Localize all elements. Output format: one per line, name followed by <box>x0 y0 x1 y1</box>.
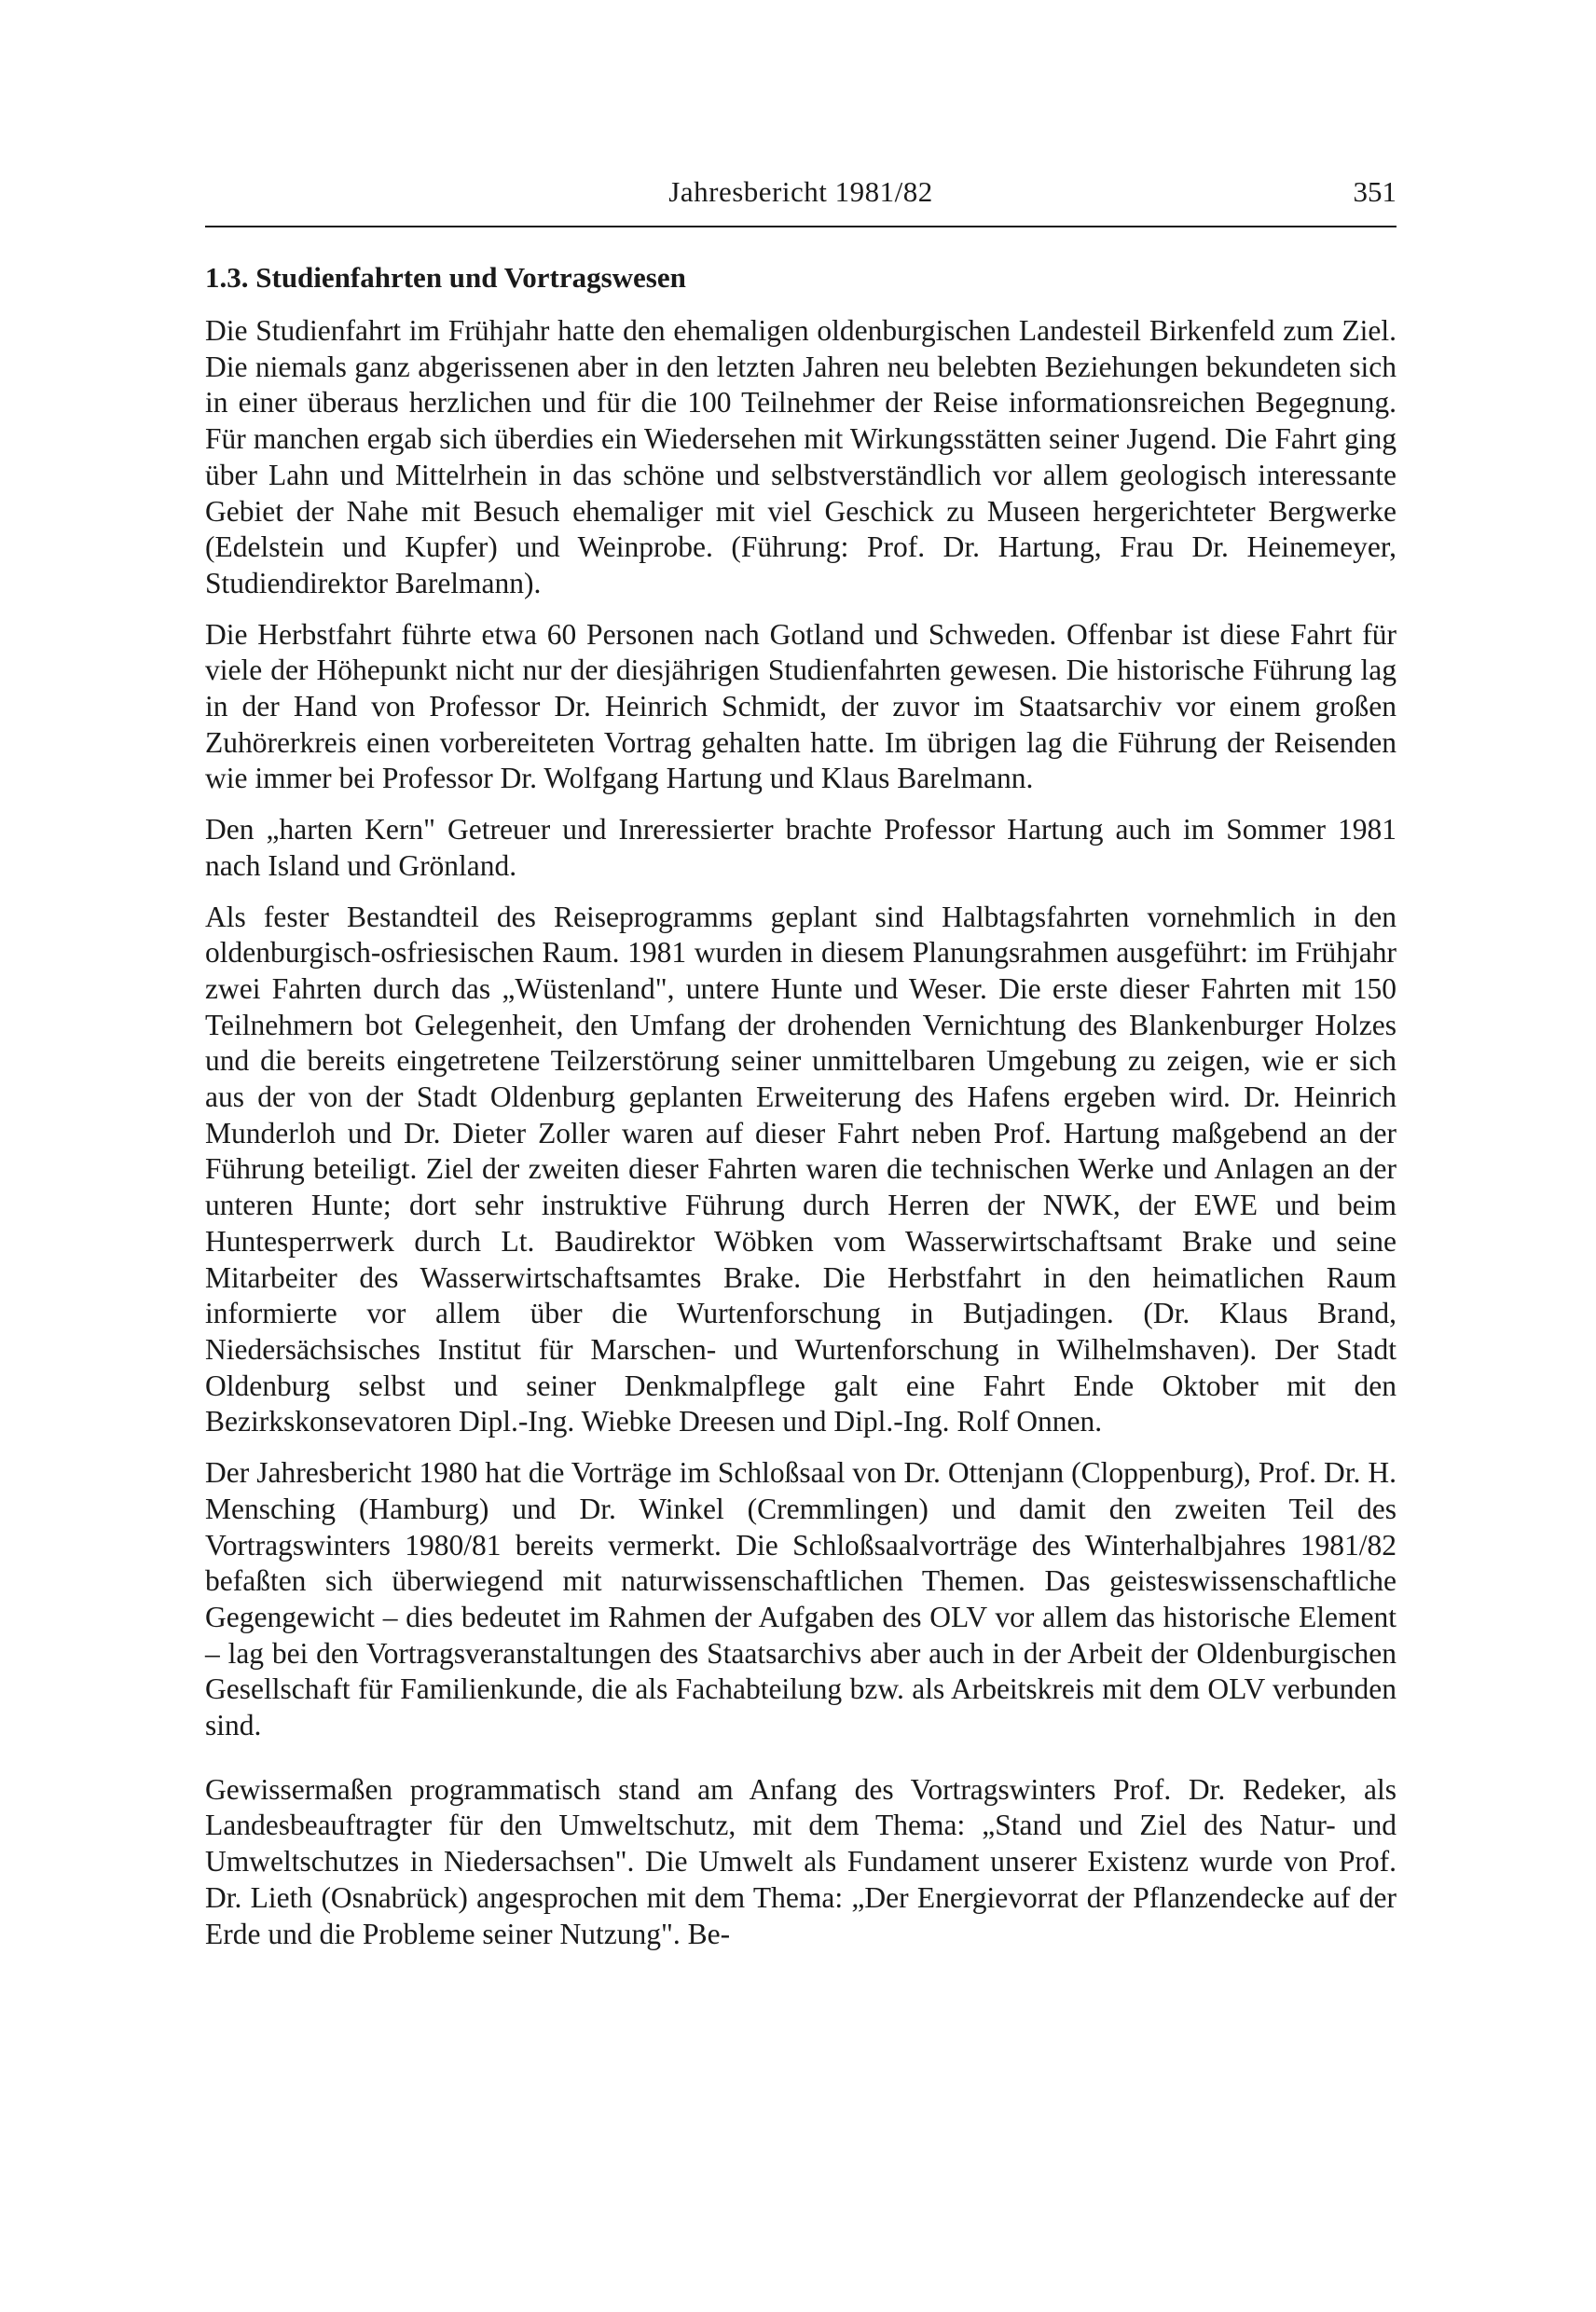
paragraph-gotland-trip: Die Herbstfahrt führte etwa 60 Personen nach Gotland und Schweden. Offenbar ist diese Fahrt für viele der Höhepunkt nicht nur der diesjährigen Studienfahrten gewesen. Die historische Führung lag in der Hand von Professor Dr. Heinrich Schmidt, der zuvor im Staatsarchiv vor einem großen Zuhörerkreis einen vorbereiteten Vortrag gehalten hatte. Im übrigen lag die Führung der Reisenden wie immer bei Professor Dr. Wolfgang Hartung und Klaus Barelmann. <box>205 617 1396 795</box>
page-number: 351 <box>1353 175 1396 208</box>
paragraph-lectures-report: Der Jahresbericht 1980 hat die Vorträge im Schloßsaal von Dr. Ottenjann (Cloppenburg), Prof. Dr. H. Mensching (Hamburg) und Dr. Winkel (Cremmlingen) und damit den zweiten Teil des Vortragswinters 1980/81 bereits vermerkt. Die Schloßsaalvorträge des Winterhalbjahres 1981/82 befaßten sich überwiegend mit naturwissenschaftlichen Themen. Das geisteswissenschaftliche Gegengewicht – dies bedeutet im Rahmen der Aufgaben des OLV vor allem das historische Element – lag bei den Vortragsveranstaltungen des Staatsarchivs aber auch in der Arbeit der Oldenburgischen Gesellschaft für Familienkunde, die als Fachabteilung bzw. als Arbeitskreis mit dem OLV verbunden sind. <box>205 1456 1396 1742</box>
paragraph-halfday-trips: Als fester Bestandteil des Reiseprogramms geplant sind Halbtagsfahrten vornehmlich in den oldenburgisch-osfriesischen Raum. 1981 wurden in diesem Planungsrahmen ausgeführt: im Frühjahr zwei Fahrten durch das „Wüstenland", untere Hunte und Weser. Die erste dieser Fahrten mit 150 Teilnehmern bot Gelegenheit, den Umfang der drohenden Vernichtung des Blankenburger Holzes und die bereits eingetretene Teilzerstörung seiner unmittelbaren Umgebung zu zeigen, wie er sich aus der von der Stadt Oldenburg geplanten Erweiterung des Hafens ergeben wird. Dr. Heinrich Munderloh und Dr. Dieter Zoller waren auf dieser Fahrt neben Prof. Hartung maßgebend an der Führung beteiligt. Ziel der zweiten dieser Fahrten waren die technischen Werke und Anlagen an der unteren Hunte; dort sehr instruktive Führung durch Herren der NWK, der EWE und beim Huntesperrwerk durch Lt. Baudirektor Wöbken vom Wasserwirtschaftsamt Brake und seine Mitarbeiter des Wasserwirtschaftsamtes Brake. Die Herbstfahrt in den heimatlichen Raum informierte vor allem über die Wurtenforschung in Butjadingen. (Dr. Klaus Brand, Niedersächsisches Institut für Marschen- und Wurtenforschung in Wilhelmshaven). Der Stadt Oldenburg selbst und seiner Denkmalpflege galt eine Fahrt Ende Oktober mit den Bezirkskonsevatoren Dipl.-Ing. Wiebke Dreesen und Dipl.-Ing. Rolf Onnen. <box>205 900 1396 1438</box>
paragraph-iceland-trip: Den „harten Kern" Getreuer und Inreressierter brachte Professor Hartung auch im Sommer 1981 nach Island und Grönland. <box>205 813 1396 882</box>
document-page <box>205 168 1396 1967</box>
header-rule <box>205 226 1396 227</box>
paragraph-birkenfeld-trip: Die Studienfahrt im Frühjahr hatte den ehemaligen oldenburgischen Landesteil Birkenfeld zum Ziel. Die niemals ganz abgerissenen aber in den letzten Jahren neu belebten Beziehungen bekundeten sich in einer überaus herzlichen und für die 100 Teilnehmer der Reise informationsreichen Begegnung. Für manchen ergab sich überdies ein Wiedersehen mit Wirkungsstätten seiner Jugend. Die Fahrt ging über Lahn und Mittelrhein in das schöne und selbstverständlich vor allem geologisch interessante Gebiet der Nahe mit Besuch ehemaliger mit viel Geschick zu Museen hergerichteter Bergwerke (Edelstein und Kupfer) und Weinprobe. (Führung: Prof. Dr. Hartung, Frau Dr. Heinemeyer, Studiendirektor Barelmann). <box>205 314 1396 599</box>
running-head <box>205 168 1396 216</box>
running-title: Jahresbericht 1981/82 <box>668 175 933 208</box>
section-heading: 1.3. Studienfahrten und Vortragswesen <box>205 261 686 294</box>
paragraph-lecture-program: Gewissermaßen programmatisch stand am Anfang des Vortragswinters Prof. Dr. Redeker, als Landesbeauftragter für den Umweltschutz, mit dem Thema: „Stand und Ziel des Natur- und Umweltschutzes in Niedersachsen". Die Umwelt als Fundament unserer Existenz wurde von Prof. Dr. Lieth (Osnabrück) angesprochen mit dem Thema: „Der Energievorrat der Pflanzendecke auf der Erde und die Probleme seiner Nutzung". Be- <box>205 1772 1396 1950</box>
